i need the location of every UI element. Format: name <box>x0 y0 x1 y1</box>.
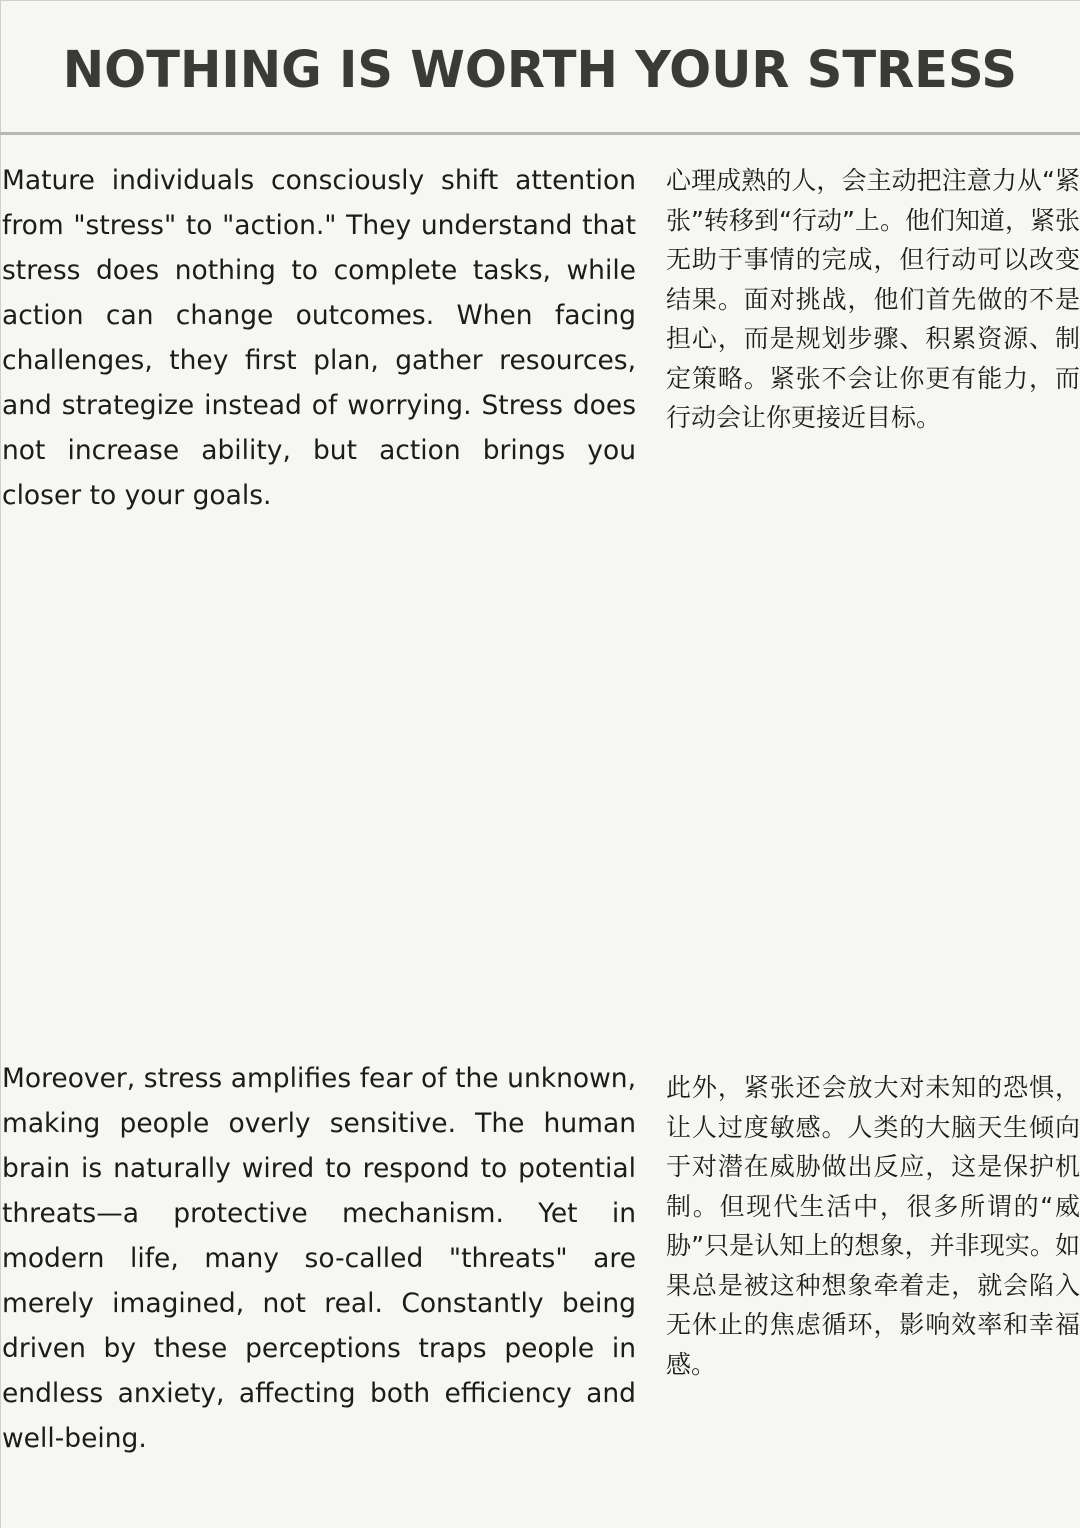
section-2-english-text: Moreover, stress amplifies fear of the unknown, making people overly sensitive. The human brain is naturally wired to respond to potential threats—a protective mechanism. Yet in modern life, many so-called "threats" are merely imagined, not real. Constantly being driven by these perceptions traps people in endless anxiety, affecting both efficiency and well-being. <box>2 1063 636 1454</box>
page-title: NOTHING IS WORTH YOUR STRESS <box>62 40 1018 100</box>
header-divider <box>0 132 1080 135</box>
header <box>0 0 1080 134</box>
section-1-english-text: Mature individuals consciously shift attention from "stress" to "action." They understand that stress does nothing to complete tasks, while action can change outcomes. When facing challenges, they first plan, gather resources, and strategize instead of worrying. Stress does not increase ability, but action brings you closer to your goals. <box>2 165 636 511</box>
section-2-chinese-text: 此外，紧张还会放大对未知的恐惧，让人过度敏感。人类的大脑天生倾向于对潜在威胁做出反应，这是保护机制。但现代生活中，很多所谓的“威胁”只是认知上的想象，并非现实。如果总是被这种想象牵着走，就会陷入无休止的焦虑循环，影响效率和幸福感。 <box>666 1073 1080 1379</box>
section-1-chinese-text: 心理成熟的人，会主动把注意力从“紧张”转移到“行动”上。他们知道，紧张无助于事情的完成，但行动可以改变结果。面对挑战，他们首先做的不是担心，而是规划步骤、积累资源、制定策略。紧张不会让你更有能力，而行动会让你更接近目标。 <box>666 166 1080 432</box>
page-border-left <box>0 0 1 1528</box>
